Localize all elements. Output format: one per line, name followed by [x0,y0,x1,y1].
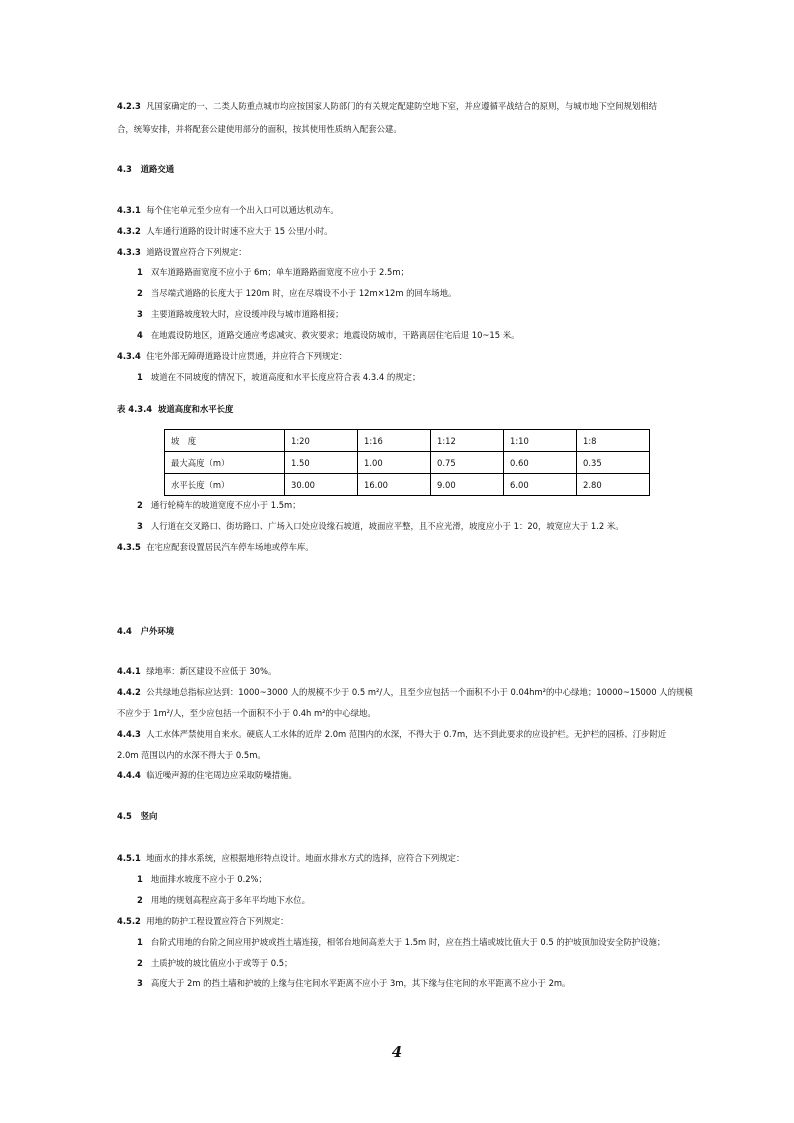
clause-number: 4.4.3 [117,729,141,739]
clause-text: 每个住宅单元至少应有一个出入口可以通达机动车。 [146,205,339,215]
table-cell: 0.60 [504,452,577,474]
table-row [165,474,650,496]
list-item [137,894,310,906]
list-item [137,308,343,320]
paragraph-line [117,749,266,761]
item-number: 2 [137,500,143,510]
paragraph-line [117,665,276,677]
paragraph-line [117,225,333,237]
paragraph-line [117,728,666,740]
clause-text: 住宅外部无障碍道路设计应贯通，并应符合下列规定： [146,351,348,361]
table-title [117,403,233,415]
table-cell: 2.80 [577,474,650,496]
table-cell: 0.75 [431,452,504,474]
clause-text: 用地的防护工程设置应符合下列规定： [146,916,289,926]
item-number: 2 [137,958,143,968]
paragraph-line [117,852,464,864]
item-text: 用地的规划高程应高于多年平均地下水位。 [150,895,310,905]
clause-number: 4.4.2 [117,687,141,697]
clause-number: 4.3.3 [117,247,141,257]
clause-number: 4.4.4 [117,770,141,780]
paragraph-line [117,915,289,927]
clause-text: 地面水的排水系统，应根据地形特点设计。地面水排水方式的选择，应符合下列规定： [146,853,465,863]
item-text: 台阶式用地的台阶之间应用护坡或挡土墙连接，相邻台地间高差大于 1.5m 时，应在挡土墙或坡比值大于 0.5 的护坡顶加设安全防护设施； [150,937,666,947]
table-cell: 水平长度（m） [165,474,285,496]
section-number: 4.5 [117,811,132,821]
list-item [137,266,409,278]
item-text: 在地震设防地区，道路交通应考虑减灾、救灾要求；地震设防城市，干路离居住宅后退 10~15 米。 [150,330,520,340]
item-text: 高度大于 2m 的挡土墙和护坡的上缘与住宅间水平距离不应小于 3m，其下缘与住宅间的水平距离不应小于 2m。 [150,978,571,988]
table-cell: 6.00 [504,474,577,496]
clause-number: 4.3.5 [117,542,141,552]
item-text: 通行轮椅车的坡道宽度不应小于 1.5m； [150,500,301,510]
clause-number: 4.4.1 [117,666,141,676]
clause-number: 4.2.3 [117,101,141,111]
section-title: 竖向 [140,811,158,821]
clause-text: 2.0m 范围以内的水深不得大于 0.5m。 [117,750,266,760]
paragraph-line [117,769,297,781]
item-number: 3 [137,521,143,531]
table-cell: 1:10 [504,430,577,452]
list-item [137,371,420,383]
clause-number: 4.5.2 [117,916,141,926]
paragraph-line [117,246,247,258]
item-number: 1 [137,874,143,884]
clause-text: 绿地率：新区建设不应低于 30%。 [146,666,277,676]
item-text: 当尽端式道路的长度大于 120m 时，应在尽端设不小于 12m×12m 的回车场地。 [150,288,457,298]
table-cell: 1:8 [577,430,650,452]
clause-text: 不应少于 1m²/人，至少应包括一个面积不小于 0.4h m²的中心绿地。 [117,708,376,718]
clause-number: 4.3.1 [117,205,141,215]
paragraph-line [117,350,347,362]
clause-text: 人工水体严禁使用自来水。硬底人工水体的近岸 2.0m 范围内的水深，不得大于 0.7m，达不到此要求的应设护栏。无护栏的园桥、汀步附近 [146,729,667,739]
item-number: 1 [137,372,143,382]
paragraph-line [117,686,693,698]
item-text: 坡道在不同坡度的情况下，坡道高度和水平长度应符合表 4.3.4 的规定； [150,372,421,382]
item-text: 人行道在交叉路口、街坊路口、广场入口处应设缘石坡道，坡面应平整，且不应光滑，坡度应小于 1：20，坡宽应大于 1.2 米。 [150,521,624,531]
slope-table [164,429,650,496]
list-item [137,287,456,299]
paragraph-line [117,707,376,719]
clause-number: 4.5.1 [117,853,141,863]
page-number: 4 [391,1043,403,1061]
section-title: 户外环境 [140,626,175,636]
section-title: 道路交通 [140,164,175,174]
item-number: 2 [137,895,143,905]
list-item [137,499,301,511]
table-cell: 1.50 [285,452,358,474]
table-number: 表 4.3.4 [117,404,153,414]
section-number: 4.4 [117,626,132,636]
paragraph-line [117,123,402,135]
section-heading [117,625,174,637]
list-item [137,329,519,341]
item-text: 地面排水坡度不应小于 0.2%； [150,874,267,884]
section-heading [117,163,174,175]
table-cell: 16.00 [358,474,431,496]
item-number: 1 [137,267,143,277]
clause-number: 4.3.2 [117,226,141,236]
table-cell: 1:12 [431,430,504,452]
item-number: 4 [137,330,143,340]
table-row [165,452,650,474]
table-cell: 最大高度（m） [165,452,285,474]
paragraph-line [117,541,314,553]
list-item [137,977,570,989]
table-caption: 坡道高度和水平长度 [157,404,234,414]
table-cell: 坡 度 [165,430,285,452]
clause-text: 合，统筹安排，并将配套公建使用部分的面积，按其使用性质纳入配套公建。 [117,124,402,134]
clause-text: 道路设置应符合下列规定： [146,247,247,257]
table-cell: 30.00 [285,474,358,496]
clause-number: 4.3.4 [117,351,141,361]
list-item [137,957,292,969]
section-number: 4.3 [117,164,132,174]
item-number: 1 [137,937,143,947]
section-heading [117,810,157,822]
table-cell: 1:16 [358,430,431,452]
item-number: 3 [137,309,143,319]
item-text: 主要道路坡度较大时，应设缓冲段与城市道路相接； [150,309,344,319]
item-number: 3 [137,978,143,988]
clause-text: 公共绿地总指标应达到：1000~3000 人的规模不少于 0.5 m²/人，且至少应包括一个面积不小于 0.04hm²的中心绿地；10000~15000 人的规模 [146,687,693,697]
item-text: 土质护坡的坡比值应小于或等于 0.5； [150,958,293,968]
paragraph-line [117,204,339,216]
table-cell: 1:20 [285,430,358,452]
clause-text: 在宅应配套设置居民汽车停车场地或停车库。 [146,542,314,552]
clause-text: 临近噪声源的住宅周边应采取防噪措施。 [146,770,297,780]
list-item [137,520,624,532]
list-item [137,873,267,885]
table-cell: 1.00 [358,452,431,474]
item-text: 双车道路路面宽度不应小于 6m；单车道路路面宽度不应小于 2.5m； [150,267,409,277]
item-number: 2 [137,288,143,298]
clause-text: 人车通行道路的设计时速不应大于 15 公里/小时。 [146,226,333,236]
table-cell: 0.35 [577,452,650,474]
table-row [165,430,650,452]
list-item [137,936,665,948]
paragraph-line [117,100,657,112]
table-cell: 9.00 [431,474,504,496]
clause-text: 凡国家确定的一、二类人防重点城市均应按国家人防部门的有关规定配建防空地下室，并应遵循平战结合的原则，与城市地下空间规划相结 [146,101,658,111]
